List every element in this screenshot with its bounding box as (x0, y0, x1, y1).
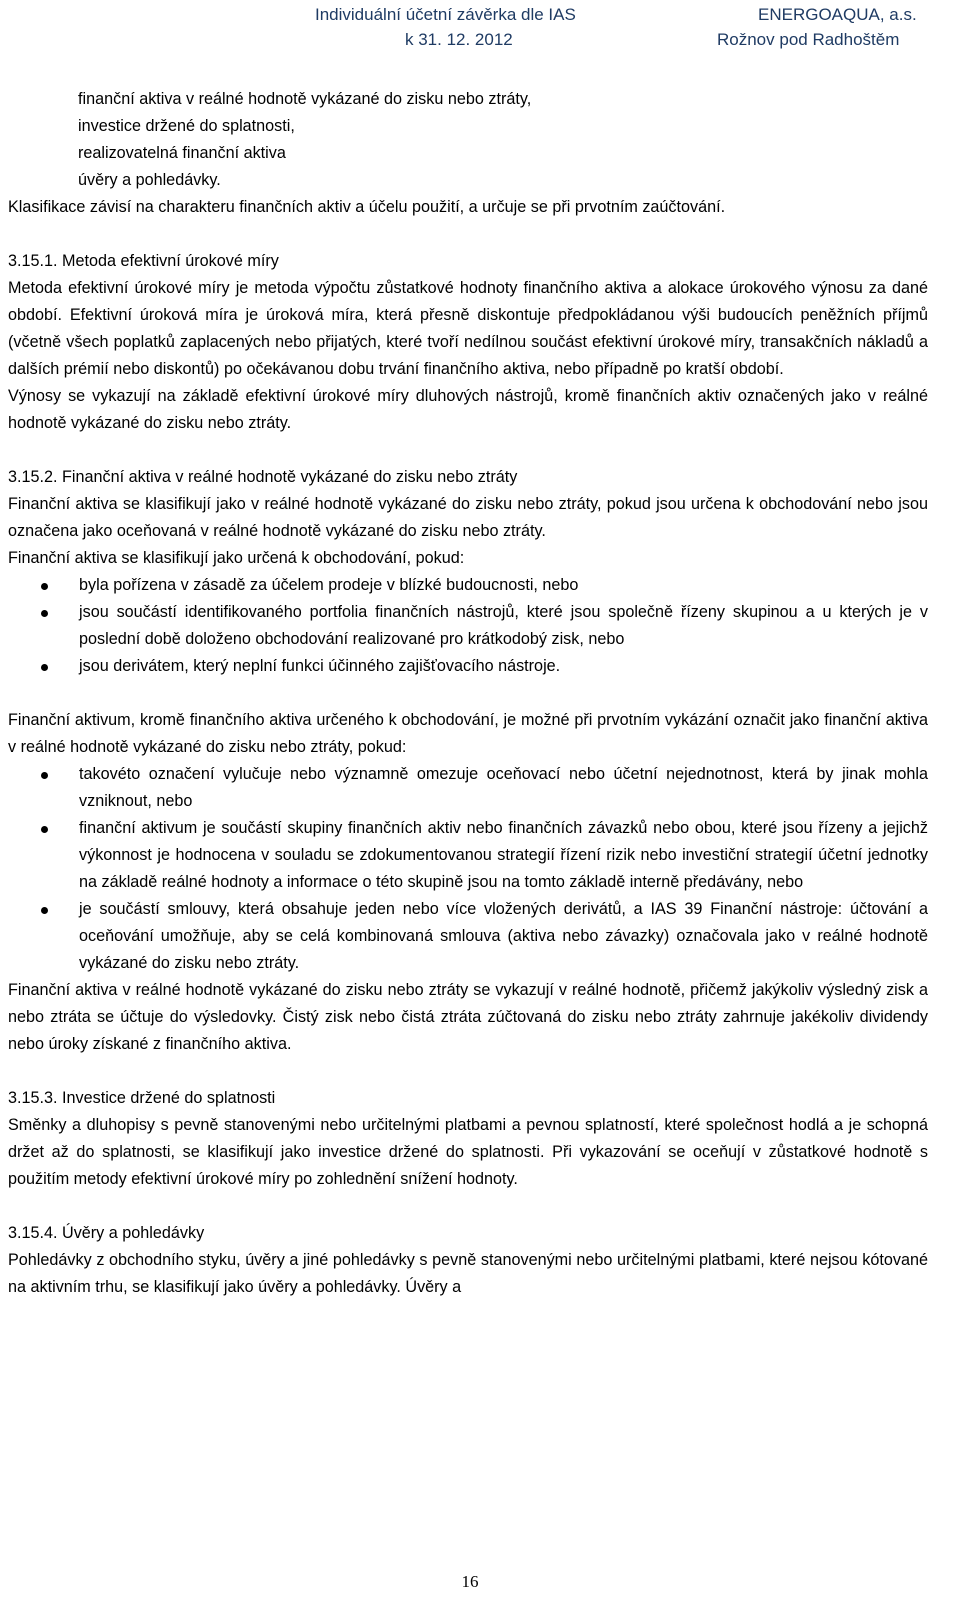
list-item (8, 599, 928, 653)
paragraph: Finanční aktivum, kromě finančního aktiva určeného k obchodování, je možné při prvotním vykázání označit jako finanční aktiva v reálné hodnotě vykázané do zisku nebo ztráty, pokud: (8, 711, 928, 756)
list-item (8, 572, 928, 599)
section-heading-3-15-4: 3.15.4. Úvěry a pohledávky (8, 1224, 205, 1242)
list-item-text: takovéto označení vylučuje nebo významně omezuje oceňovací nebo účetní nejednotnost, která by jinak mohla vzniknout, nebo (79, 765, 928, 810)
bullet-icon (41, 664, 48, 671)
paragraph: Metoda efektivní úrokové míry je metoda výpočtu zůstatkové hodnoty finančního aktiva a alokace úrokového výnosu za dané období. Efektivní úroková míra je úroková míra, která přesně diskontuje předpokládanou výši budoucích peněžních příjmů (včetně všech poplatků zaplacených nebo přijatých, které tvoří nedílnou součást efektivní úrokové míry, transakčních nákladů a dalších prémií nebo diskontů) po očekávanou dobu trvání finančního aktiva, nebo případně po kratší období. (8, 279, 928, 378)
bullet-list-trading (8, 572, 928, 680)
page-header (0, 2, 960, 54)
classification-paragraph: Klasifikace závisí na charakteru finančních aktiv a účelu použití, a určuje se při prvotním zaúčtování. (8, 198, 726, 216)
list-item: finanční aktiva v reálné hodnotě vykázané do zisku nebo ztráty, (78, 90, 532, 108)
section-heading-3-15-2: 3.15.2. Finanční aktiva v reálné hodnotě vykázané do zisku nebo ztráty (8, 468, 518, 486)
bullet-list-designation (8, 761, 928, 977)
section-heading-3-15-3: 3.15.3. Investice držené do splatnosti (8, 1089, 276, 1107)
bullet-icon (41, 610, 48, 617)
bullet-icon (41, 583, 48, 590)
list-item (8, 653, 928, 680)
paragraph: Finanční aktiva se klasifikují jako určená k obchodování, pokud: (8, 549, 465, 567)
list-item: investice držené do splatnosti, (78, 117, 295, 135)
list-item-text: byla pořízena v zásadě za účelem prodeje v blízké budoucnosti, nebo (79, 576, 579, 594)
bullet-icon (41, 826, 48, 833)
paragraph: Výnosy se vykazují na základě efektivní úrokové míry dluhových nástrojů, kromě finančních aktiv označených jako v reálné hodnotě vykázané do zisku nebo ztráty. (8, 387, 928, 432)
section-heading-3-15-1: 3.15.1. Metoda efektivní úrokové míry (8, 252, 279, 270)
list-item (8, 896, 928, 977)
header-report-date: k 31. 12. 2012 (405, 30, 513, 49)
bullet-icon (41, 772, 48, 779)
bullet-icon (41, 907, 48, 914)
header-left (315, 2, 635, 52)
list-item: úvěry a pohledávky. (78, 171, 221, 189)
list-item-text: finanční aktivum je součástí skupiny finančních aktiv nebo finančních závazků nebo obou, které jsou řízeny a jejichž výkonnost je hodnocena v souladu se zdokumentovanou strategií řízení rizik nebo investiční strategií účetní jednotky na základě reálné hodnoty a informace o této skupině jsou na tomto základě interně předávány, nebo (79, 819, 928, 891)
paragraph: Pohledávky z obchodního styku, úvěry a jiné pohledávky s pevně stanovenými nebo určitelnými platbami, které nejsou kótované na aktivním trhu, se klasifikují jako úvěry a pohledávky. Úvěry a (8, 1251, 928, 1296)
paragraph: Finanční aktiva v reálné hodnotě vykázané do zisku nebo ztráty se vykazují v reálné hodnotě, přičemž jakýkoliv výsledný zisk a nebo ztráta se účtuje do výsledovky. Čistý zisk nebo čistá ztráta zúčtovaná do zisku nebo ztráty zahrnuje jakékoliv dividendy nebo úroky získané z finančního aktiva. (8, 981, 928, 1053)
paragraph: Finanční aktiva se klasifikují jako v reálné hodnotě vykázané do zisku nebo ztráty, pokud jsou určena k obchodování nebo jsou označena jako oceňovaná v reálné hodnotě vykázané do zisku nebo ztráty. (8, 495, 928, 540)
header-report-title: Individuální účetní závěrka dle IAS (315, 5, 576, 24)
list-item-text: je součástí smlouvy, která obsahuje jeden nebo více vložených derivátů, a IAS 39 Finanční nástroje: účtování a oceňování umožňuje, aby se celá kombinovaná smlouva (aktiva nebo závazky) označovala jako v reálné hodnotě vykázané do zisku nebo ztráty. (79, 900, 928, 972)
header-company-name: ENERGOAQUA, a.s. (758, 5, 917, 24)
list-item: realizovatelná finanční aktiva (78, 144, 286, 162)
page-number: 16 (461, 1572, 479, 1591)
header-company-location: Rožnov pod Radhoštěm (717, 30, 900, 49)
document-body (8, 86, 928, 1301)
category-list (8, 86, 928, 194)
paragraph: Směnky a dluhopisy s pevně stanovenými nebo určitelnými platbami a pevnou splatností, které společnost hodlá a je schopná držet až do splatnosti, se klasifikují jako investice držené do splatnosti. Při vykazování se oceňují v zůstatkové hodnotě s použitím metody efektivní úrokové míry po zohlednění snížení hodnoty. (8, 1116, 928, 1188)
list-item-text: jsou derivátem, který neplní funkci účinného zajišťovacího nástroje. (79, 657, 561, 675)
list-item (8, 761, 928, 815)
list-item (8, 815, 928, 896)
list-item-text: jsou součástí identifikovaného portfolia finančních nástrojů, které jsou společně řízeny skupinou a u kterých je v poslední době doloženo obchodování realizované pro krátkodobý zisk, nebo (79, 603, 928, 648)
header-right (705, 2, 955, 52)
